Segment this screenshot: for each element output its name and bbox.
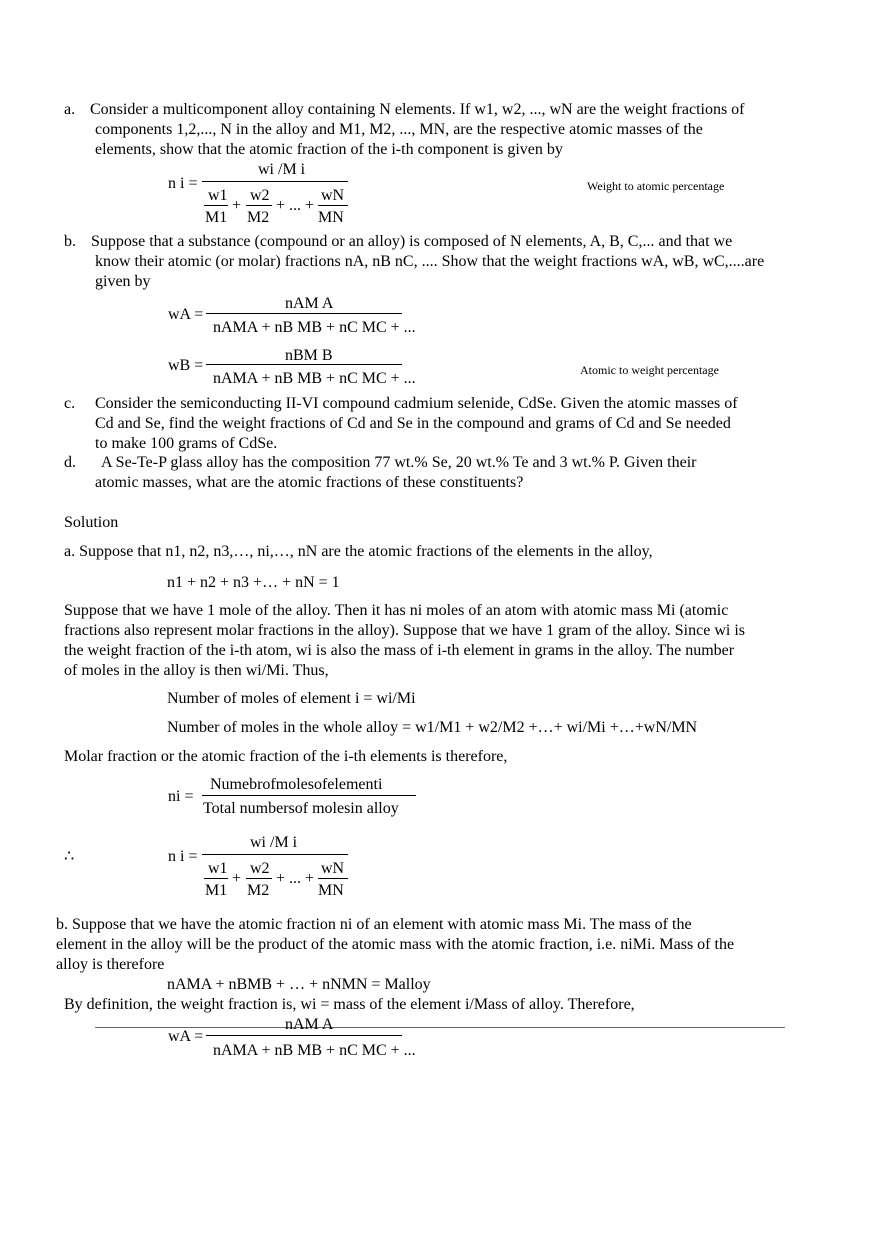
eq-mid: + ... +	[276, 197, 315, 214]
solution-a-intro: a. Suppose that n1, n2, n3,…, ni,…, nN are the atomic fractions of the elements in the alloy,	[64, 543, 653, 560]
definition-line: By definition, the weight fraction is, wi = mass of the element i/Mass of alloy. Therefore,	[64, 996, 635, 1013]
eq-ni-lhs: n i =	[168, 175, 198, 192]
fraction-bar	[318, 878, 348, 879]
eq3-mid: + ... +	[276, 870, 315, 887]
eq3-wN: wN	[321, 860, 345, 877]
problem-b-line3: given by	[95, 273, 151, 290]
fraction-bar	[204, 205, 228, 206]
eq-ni2-lhs: ni =	[168, 788, 194, 805]
molar-fraction-text: Molar fraction or the atomic fraction of the i-th elements is therefore,	[64, 748, 508, 765]
eq-ni-numerator: wi /M i	[258, 161, 306, 178]
eq-wA2-numerator: nAM A	[285, 1016, 334, 1033]
solution-heading: Solution	[64, 514, 119, 531]
eq-w2: w2	[250, 187, 270, 204]
moles-in-alloy: Number of moles in the whole alloy = w1/M1 + w2/M2 +…+ wi/Mi +…+wN/MN	[167, 719, 698, 736]
eq3-w1: w1	[208, 860, 228, 877]
eq-ni2-numerator: Numebrofmolesofelementi	[210, 776, 383, 793]
problem-c-line3: to make 100 grams of CdSe.	[95, 435, 278, 452]
eq3-MN: MN	[318, 882, 344, 899]
solution-para1-line1: Suppose that we have 1 mole of the alloy. Then it has ni moles of an atom with atomic mass Mi (atomic	[64, 602, 729, 619]
problem-d-marker: d.	[64, 454, 76, 471]
fraction-bar	[206, 364, 402, 365]
eq-M1: M1	[205, 209, 228, 226]
eq-wB-numerator: nBM B	[285, 347, 333, 364]
problem-d-line2: atomic masses, what are the atomic fractions of these constituents?	[95, 474, 524, 491]
problem-b-line2: know their atomic (or molar) fractions nA, nB nC, .... Show that the weight fractions wA, wB, wC,....are	[95, 253, 765, 270]
eq-wA2-denominator: nAMA + nB MB + nC MC + ...	[213, 1042, 416, 1059]
fraction-bar	[206, 1035, 402, 1036]
therefore-symbol: ∴	[64, 848, 75, 865]
eq-wN: wN	[321, 187, 345, 204]
fraction-bar	[202, 854, 348, 855]
eq-plus: +	[232, 197, 242, 214]
eq-wB-denominator: nAMA + nB MB + nC MC + ...	[213, 370, 416, 387]
problem-c-marker: c.	[64, 395, 76, 412]
eq3-M1: M1	[205, 882, 228, 899]
solution-para1-line4: of moles in the alloy is then wi/Mi. Thus,	[64, 662, 329, 679]
eq3-plus: +	[232, 870, 242, 887]
eq-MN: MN	[318, 209, 344, 226]
eq-wA-lhs: wA =	[168, 306, 204, 323]
problem-b-line1: Suppose that a substance (compound or an alloy) is composed of N elements, A, B, C,... and that we	[91, 233, 733, 250]
label-weight-to-atomic: Weight to atomic percentage	[587, 179, 725, 193]
solution-b-line2: element in the alloy will be the product of the atomic mass with the atomic fraction, i.e. niMi. Mass of the	[56, 936, 735, 953]
eq-wA-denominator: nAMA + nB MB + nC MC + ...	[213, 319, 416, 336]
eq-wB-lhs: wB =	[168, 357, 204, 374]
eq-wA2-lhs: wA =	[168, 1028, 204, 1045]
fraction-bar	[204, 878, 228, 879]
eq3-w2: w2	[250, 860, 270, 877]
eq-ni3-lhs: n i =	[168, 848, 198, 865]
solution-b-line1: b. Suppose that we have the atomic fraction ni of an element with atomic mass Mi. The mass of the	[56, 916, 692, 933]
sum-equation: n1 + n2 + n3 +… + nN = 1	[167, 574, 340, 591]
label-atomic-to-weight: Atomic to weight percentage	[580, 363, 719, 377]
eq-ni3-numerator: wi /M i	[250, 834, 298, 851]
problem-a-line2: components 1,2,..., N in the alloy and M1, M2, ..., MN, are the respective atomic masses of the	[95, 121, 703, 138]
fraction-bar	[318, 205, 348, 206]
problem-b-marker: b.	[64, 233, 76, 250]
fraction-bar	[246, 878, 272, 879]
fraction-bar	[246, 205, 272, 206]
fraction-bar	[206, 313, 402, 314]
solution-para1-line2: fractions also represent molar fractions in the alloy). Suppose that we have 1 gram of the alloy. Since wi is	[64, 622, 745, 639]
fraction-bar	[202, 795, 416, 796]
problem-d-line1: A Se-Te-P glass alloy has the composition 77 wt.% Se, 20 wt.% Te and 3 wt.% P. Given their	[101, 454, 697, 471]
eq-ni2-denominator: Total numbersof molesin alloy	[203, 800, 399, 817]
problem-a-line3: elements, show that the atomic fraction of the i-th component is given by	[95, 141, 563, 158]
eq3-M2: M2	[247, 882, 270, 899]
solution-para1-line3: the weight fraction of the i-th atom, wi is also the mass of i-th element in grams in the alloy. The number	[64, 642, 735, 659]
problem-c-line2: Cd and Se, find the weight fractions of Cd and Se in the compound and grams of Cd and Se needed	[95, 415, 731, 432]
problem-a-line1: Consider a multicomponent alloy containing N elements. If w1, w2, ..., wN are the weight fractions of	[90, 101, 745, 118]
eq-w1: w1	[208, 187, 228, 204]
mass-equation: nAMA + nBMB + … + nNMN = Malloy	[167, 976, 431, 993]
eq-wA-numerator: nAM A	[285, 295, 334, 312]
fraction-bar	[202, 181, 348, 182]
solution-b-line3: alloy is therefore	[56, 956, 165, 973]
moles-of-element: Number of moles of element i = wi/Mi	[167, 690, 416, 707]
eq-M2: M2	[247, 209, 270, 226]
problem-a-marker: a.	[64, 101, 76, 118]
problem-c-line1: Consider the semiconducting II-VI compound cadmium selenide, CdSe. Given the atomic masses of	[95, 395, 738, 412]
